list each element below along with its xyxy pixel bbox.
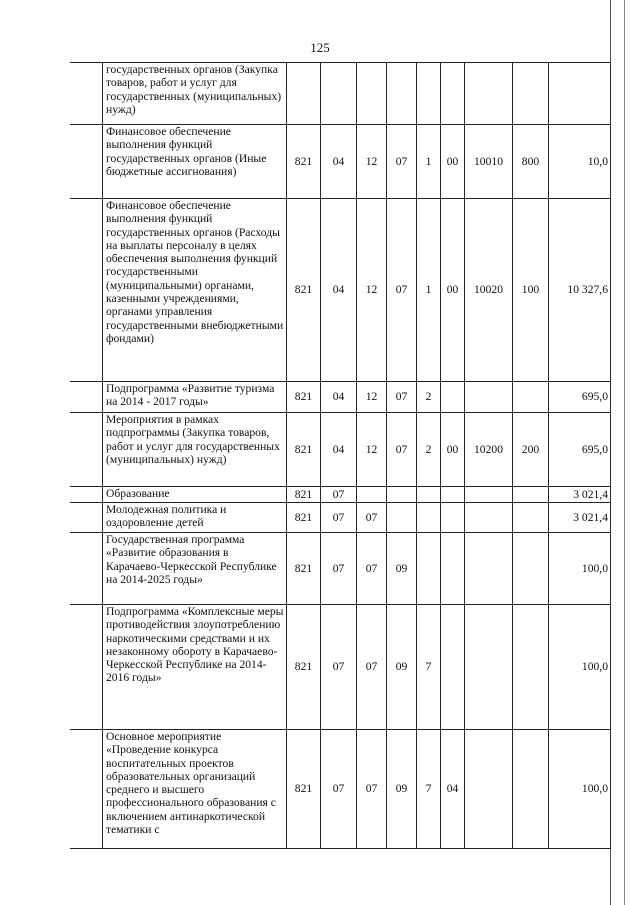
event-code-cell [441,503,465,533]
item-name-cell: Образование [103,487,287,503]
expense-type-cell [513,533,549,605]
subprogram-code-cell: 1 [417,199,441,382]
program-code-cell: 09 [387,605,417,730]
event-code-cell [441,533,465,605]
program-code-cell: 07 [387,125,417,199]
program-code-cell [387,503,417,533]
event-code-cell: 04 [441,730,465,849]
event-code-cell [441,605,465,730]
expense-type-cell [513,503,549,533]
section-code-cell: 07 [321,605,357,730]
item-name-cell: Основное мероприятие «Проведение конкурса воспитательных проектов образовательных организаций среднего и высшего профессионального образования с включением антинаркотической тематики с [103,730,287,849]
table-row [71,413,611,487]
program-code-cell: 09 [387,533,417,605]
row-number-cell [71,382,103,413]
expense-type-cell [513,605,549,730]
table-row [71,605,611,730]
amount-cell: 3 021,4 [549,503,611,533]
direction-code-cell [465,605,513,730]
row-number-cell [71,125,103,199]
table-row [71,199,611,382]
subsection-code-cell: 07 [357,605,387,730]
amount-cell: 100,0 [549,730,611,849]
direction-code-cell [465,487,513,503]
direction-code-cell: 10020 [465,199,513,382]
expense-type-cell [513,382,549,413]
ministry-code-cell: 821 [287,730,321,849]
item-name-cell: Мероприятия в рамках подпрограммы (Закупка товаров, работ и услуг для государственных (муниципальных) нужд) [103,413,287,487]
item-name-cell: Подпрограмма «Развитие туризма на 2014 - 2017 годы» [103,382,287,413]
subsection-code-cell [357,487,387,503]
amount-cell: 100,0 [549,605,611,730]
table-row [71,730,611,849]
item-name-cell: Финансовое обеспечение выполнения функций государственных органов (Иные бюджетные ассигнования) [103,125,287,199]
direction-code-cell: 10200 [465,413,513,487]
expense-type-cell: 800 [513,125,549,199]
ministry-code-cell: 821 [287,503,321,533]
subprogram-code-cell [417,533,441,605]
ministry-code-cell: 821 [287,533,321,605]
subprogram-code-cell [417,63,441,125]
ministry-code-cell: 821 [287,125,321,199]
item-name-cell: государственных органов (Закупка товаров, работ и услуг для государственных (муниципальных) нужд) [103,63,287,125]
ministry-code-cell: 821 [287,382,321,413]
direction-code-cell [465,382,513,413]
subsection-code-cell: 12 [357,382,387,413]
section-code-cell: 07 [321,533,357,605]
section-code-cell: 07 [321,503,357,533]
program-code-cell [387,487,417,503]
program-code-cell: 09 [387,730,417,849]
expense-type-cell [513,63,549,125]
subsection-code-cell: 07 [357,503,387,533]
expense-type-cell: 100 [513,199,549,382]
section-code-cell: 04 [321,382,357,413]
subsection-code-cell: 12 [357,413,387,487]
table-row [71,63,611,125]
expense-type-cell: 200 [513,413,549,487]
event-code-cell: 00 [441,125,465,199]
subprogram-code-cell [417,487,441,503]
amount-cell: 10 327,6 [549,199,611,382]
program-code-cell [387,63,417,125]
direction-code-cell [465,503,513,533]
event-code-cell: 00 [441,413,465,487]
direction-code-cell [465,533,513,605]
row-number-cell [71,413,103,487]
ministry-code-cell [287,63,321,125]
table-row [71,503,611,533]
item-name-cell: Молодежная политика и оздоровление детей [103,503,287,533]
section-code-cell [321,63,357,125]
row-number-cell [71,199,103,382]
ministry-code-cell: 821 [287,487,321,503]
section-code-cell: 07 [321,730,357,849]
row-number-cell [71,730,103,849]
subprogram-code-cell: 2 [417,382,441,413]
amount-cell: 3 021,4 [549,487,611,503]
amount-cell: 10,0 [549,125,611,199]
subsection-code-cell: 12 [357,199,387,382]
amount-cell [549,63,611,125]
program-code-cell: 07 [387,382,417,413]
subprogram-code-cell: 2 [417,413,441,487]
direction-code-cell: 10010 [465,125,513,199]
item-name-cell: Финансовое обеспечение выполнения функций государственных органов (Расходы на выплаты персоналу в целях обеспечения выполнения функций государственными (муниципальными) органами, казенными учреждениями, органами управления государственными внебюджетными фондами) [103,199,287,382]
item-name-cell: Подпрограмма «Комплексные меры противодействия злоупотреблению наркотическими средствами и их незаконному обороту в Карачаево-Черкесской Республике на 2014-2016 годы» [103,605,287,730]
amount-cell: 695,0 [549,413,611,487]
section-code-cell: 04 [321,125,357,199]
section-code-cell: 07 [321,487,357,503]
table-row [71,125,611,199]
section-code-cell: 04 [321,413,357,487]
event-code-cell [441,382,465,413]
subprogram-code-cell: 7 [417,605,441,730]
ministry-code-cell: 821 [287,199,321,382]
program-code-cell: 07 [387,413,417,487]
event-code-cell [441,63,465,125]
subprogram-code-cell: 7 [417,730,441,849]
subsection-code-cell [357,63,387,125]
expense-type-cell [513,730,549,849]
subsection-code-cell: 07 [357,730,387,849]
event-code-cell: 00 [441,199,465,382]
ministry-code-cell: 821 [287,413,321,487]
ministry-code-cell: 821 [287,605,321,730]
subsection-code-cell: 07 [357,533,387,605]
table-row [71,533,611,605]
row-number-cell [71,63,103,125]
table-row [71,382,611,413]
row-number-cell [71,533,103,605]
amount-cell: 695,0 [549,382,611,413]
table-row [71,487,611,503]
row-number-cell [71,605,103,730]
subsection-code-cell: 12 [357,125,387,199]
direction-code-cell [465,730,513,849]
event-code-cell [441,487,465,503]
row-number-cell [71,503,103,533]
item-name-cell: Государственная программа «Развитие образования в Карачаево-Черкесской Республике на 2014-2025 годы» [103,533,287,605]
subprogram-code-cell: 1 [417,125,441,199]
row-number-cell [71,487,103,503]
subprogram-code-cell [417,503,441,533]
budget-table [70,62,611,849]
program-code-cell: 07 [387,199,417,382]
scan-edge-line [624,0,625,905]
page-number: 125 [310,40,330,55]
expense-type-cell [513,487,549,503]
section-code-cell: 04 [321,199,357,382]
direction-code-cell [465,63,513,125]
amount-cell: 100,0 [549,533,611,605]
